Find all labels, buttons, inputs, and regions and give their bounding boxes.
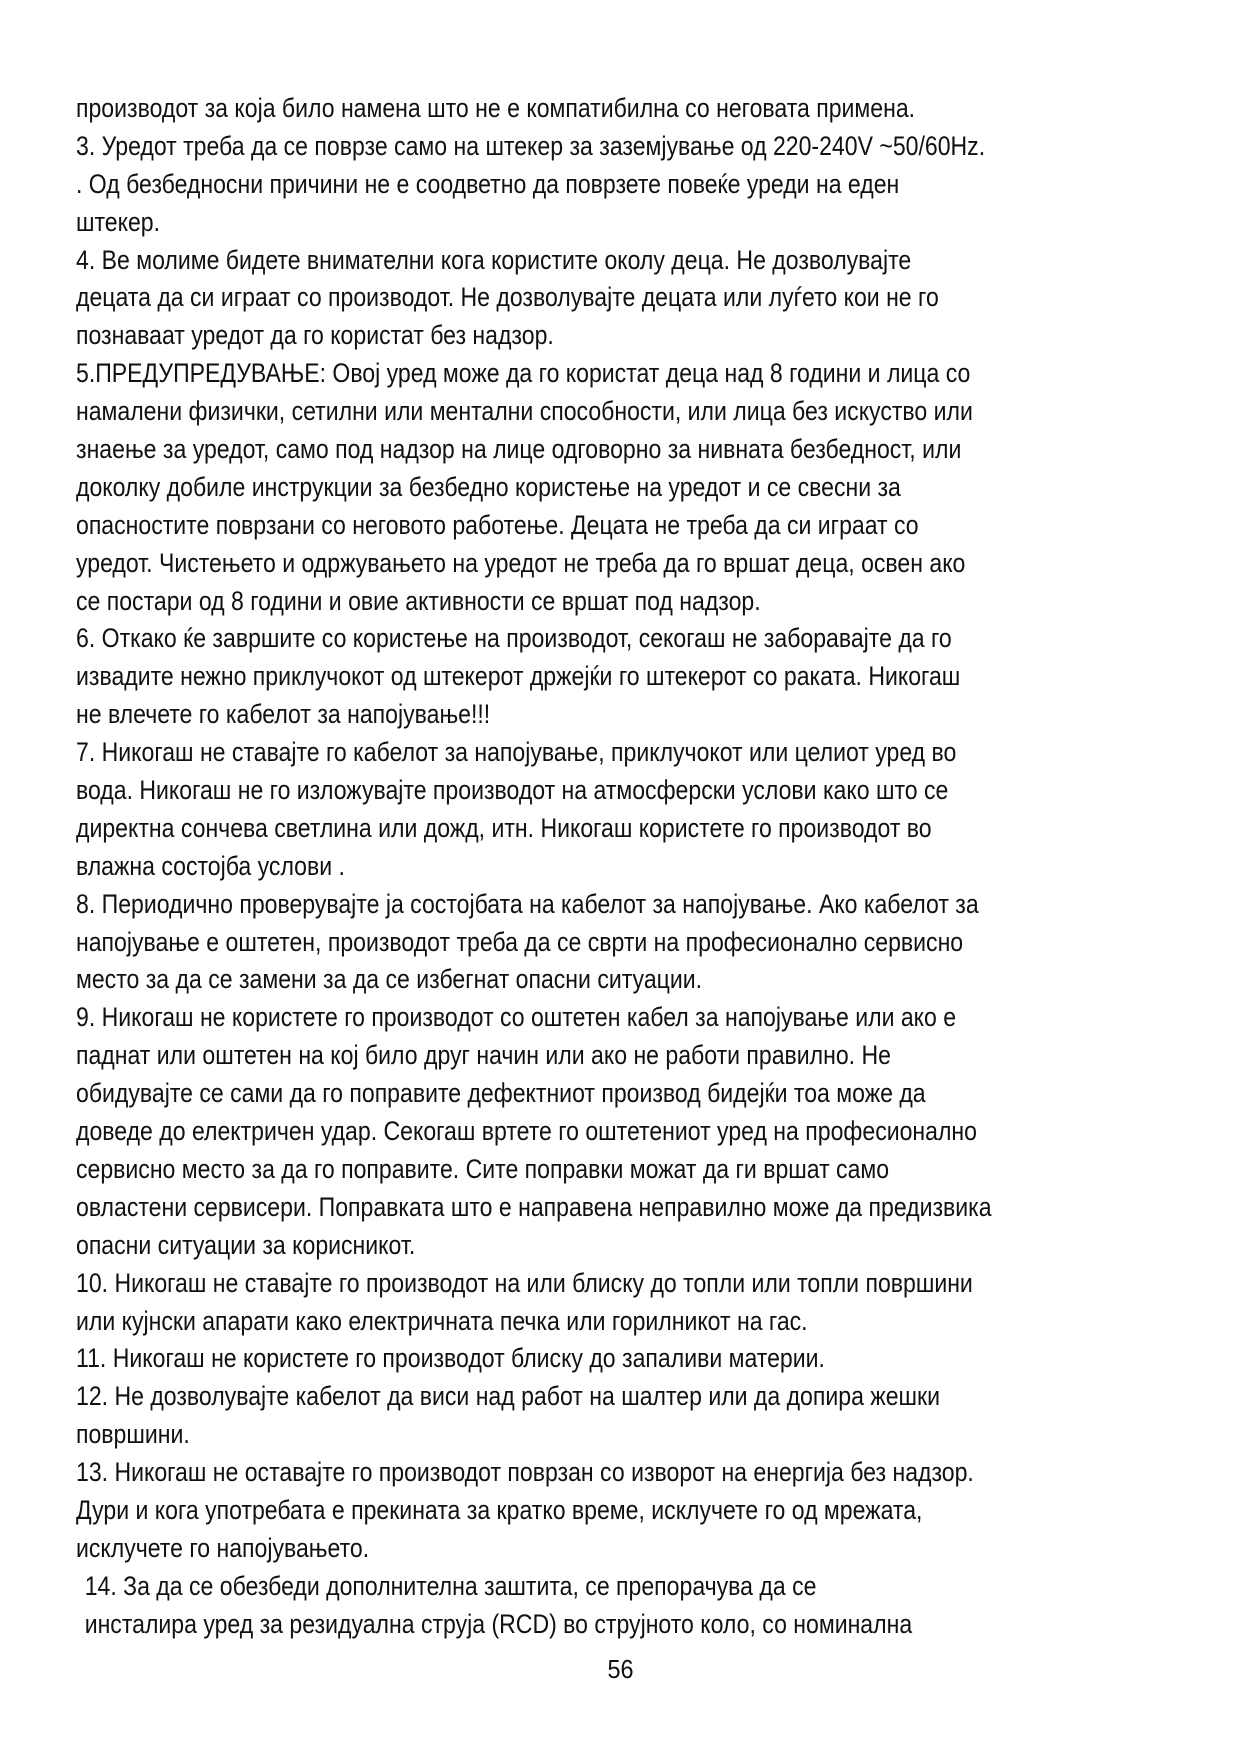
text-line: доколку добиле инструкции за безбедно користење на уредот и се свесни за: [76, 471, 901, 502]
text-line: . Од безбедносни причини не е соодветно да поврзете повеќе уреди на еден: [76, 168, 900, 199]
text-line: влажна состојба услови .: [76, 850, 345, 881]
page-number: 56: [607, 1654, 634, 1684]
text-line: познаваат уредот да го користат без надзор.: [76, 320, 554, 351]
text-line: 10. Никогаш не ставајте го производот на или блиску до топли или топли површини: [76, 1267, 973, 1298]
text-line: намалени физички, сетилни или ментални способности, или лица без искуство или: [76, 396, 973, 427]
text-line: опасностите поврзани со неговото работење. Децата не треба да си играат со: [76, 509, 919, 540]
text-line: 13. Никогаш не оставајте го производот поврзан со изворот на енергија без надзор.: [76, 1457, 974, 1488]
text-line: 9. Никогаш не користете го производот со оштетен кабел за напојување или ако е: [76, 1002, 957, 1033]
text-line: производот за која било намена што не е компатибилна со неговата примена.: [76, 93, 916, 123]
text-line: се постари од 8 години и овие активности се вршат под надзор.: [76, 585, 761, 616]
text-line: опасни ситуации за корисникот.: [76, 1229, 416, 1260]
text-line: паднат или оштетен на кој било друг начин или ако не работи правилно. Не: [76, 1040, 891, 1071]
text-line: обидувајте се сами да го поправите дефектниот производ бидејќи тоа може да: [76, 1078, 926, 1109]
text-line: површини.: [76, 1419, 190, 1450]
text-line: Дури и кога употребата е прекината за кратко време, исклучете го од мрежата,: [76, 1494, 923, 1525]
text-line: 14. За да се обезбеди дополнителна заштита, се препорачува да се: [84, 1570, 817, 1601]
text-line: сервисно место за да го поправите. Сите поправки можат да ги вршат само: [76, 1153, 890, 1184]
document-body: [76, 90, 1176, 1644]
text-line: директна сончева светлина или дожд, итн. Никогаш користете го производот во: [76, 812, 932, 843]
text-line: 11. Никогаш не користете го производот блиску до запаливи материи.: [76, 1343, 825, 1374]
text-line: извадите нежно приклучокот од штекерот држејќи го штекерот со раката. Никогаш: [76, 661, 961, 692]
text-line: вода. Никогаш не го изложувајте производот на атмосферски услови како што се: [76, 775, 949, 806]
text-line: 12. Не дозволувајте кабелот да виси над работ на шалтер или да допира жешки: [76, 1381, 941, 1412]
text-line: инсталира уред за резидуална струја (RCD) во струјното коло, со номинална: [84, 1608, 913, 1639]
text-line: 3. Уредот треба да се поврзе само на штекер за заземјување од 220-240V ~50/60Hz.: [76, 130, 986, 161]
text-line: или кујнски апарати како електричната печка или горилникот на гас.: [76, 1305, 808, 1336]
text-line: уредот. Чистењето и одржувањето на уредот не треба да го вршат деца, освен ако: [76, 547, 966, 578]
text-line: штекер.: [76, 206, 161, 237]
text-line: 7. Никогаш не ставајте го кабелот за напојување, приклучокот или целиот уред во: [76, 737, 957, 768]
text-line: 6. Откако ќе завршите со користење на производот, секогаш не заборавајте да го: [76, 623, 952, 654]
text-line: доведе до електричен удар. Секогаш вртете го оштетениот уред на професионално: [76, 1116, 977, 1147]
text-line: овластени сервисери. Поправката што е направена неправилно може да предизвика: [76, 1191, 992, 1222]
text-line: не влечете го кабелот за напојување!!!: [76, 699, 491, 730]
text-line: напојување е оштетен, производот треба да се сврти на професионално сервисно: [76, 926, 964, 957]
text-line: исклучете го напојувањето.: [76, 1532, 370, 1563]
text-line: место за да се замени за да се избегнат опасни ситуации.: [76, 964, 703, 995]
text-line: 8. Периодично проверувајте ја состојбата на кабелот за напојување. Ако кабелот за: [76, 888, 979, 919]
text-line: 5.ПРЕДУПРЕДУВАЊЕ: Овој уред може да го користат деца над 8 години и лица со: [76, 358, 971, 389]
text-line: знаење за уредот, само под надзор на лице одговорно за нивната безбедност, или: [76, 434, 962, 465]
text-line: децата да си играат со производот. Не дозволувајте децата или луѓето кои не го: [76, 282, 939, 313]
text-line: 4. Ве молиме бидете внимателни кога користите околу деца. Не дозволувајте: [76, 244, 912, 275]
